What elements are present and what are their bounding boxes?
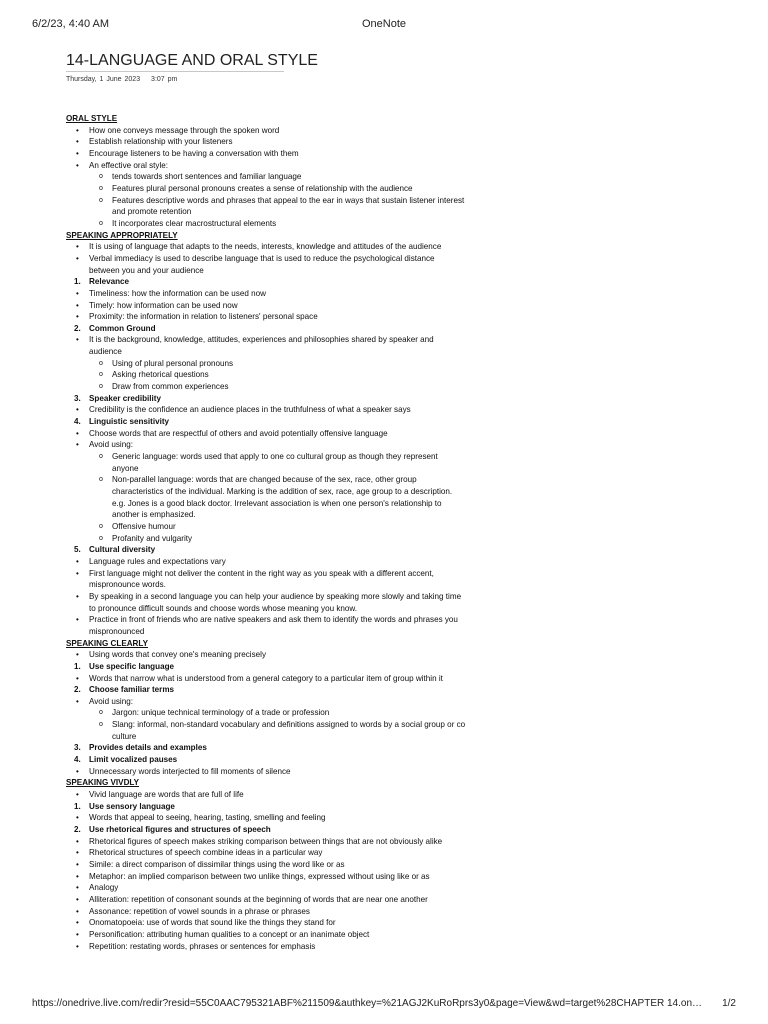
line-text: Features descriptive words and phrases that appeal to the ear in ways that sustain listener interest and promote retention	[112, 195, 465, 217]
line-text: It incorporates clear macrostructural elements	[112, 218, 277, 228]
sub-bullet-item	[66, 195, 466, 218]
line-text: Provides details and examples	[89, 743, 207, 753]
line-text: Words that appeal to seeing, hearing, tasting, smelling and feeling	[89, 813, 326, 823]
section-heading	[66, 777, 466, 789]
line-text: SPEAKING CLEARLY	[66, 638, 149, 648]
print-datetime: 6/2/23, 4:40 AM	[32, 18, 110, 30]
bullet-item	[66, 311, 466, 323]
line-text: Onomatopoeia: use of words that sound like the things they stand for	[89, 918, 336, 928]
numbered-heading	[66, 661, 466, 673]
line-text: Slang: informal, non-standard vocabulary and definitions assigned to words by a social group or co culture	[112, 720, 466, 741]
page-date: Thursday, 1 June 2023	[66, 76, 141, 83]
section-heading	[66, 113, 466, 125]
sub-bullet-item	[66, 358, 466, 370]
numbered-heading	[66, 323, 466, 335]
section-heading	[66, 638, 466, 650]
line-text: Using of plural personal pronouns	[112, 358, 234, 368]
numbered-heading	[66, 393, 466, 405]
bullet-item	[66, 696, 466, 708]
sub-bullet-item	[66, 719, 466, 742]
numbered-heading	[66, 544, 466, 556]
bullet-item	[66, 568, 466, 591]
sub-bullet-item	[66, 218, 466, 230]
line-text: An effective oral style:	[89, 160, 169, 170]
item-number: 4.	[74, 417, 81, 427]
print-app-name: OneNote	[361, 18, 407, 30]
print-header	[32, 18, 736, 32]
bullet-item	[66, 300, 466, 312]
line-text: It is the background, knowledge, attitudes, experiences and philosophies shared by speaker and audience	[89, 335, 434, 357]
bullet-item	[66, 906, 466, 918]
line-text: Simile: a direct comparison of dissimilar things using the word like or as	[89, 860, 345, 869]
line-text: Offensive humour	[112, 521, 176, 531]
line-text: Use sensory language	[89, 801, 175, 811]
line-text: Use specific language	[89, 661, 175, 671]
line-text: Avoid using:	[89, 696, 133, 706]
bullet-item	[66, 673, 466, 685]
sub-bullet-item	[66, 369, 466, 381]
print-url[interactable]: https://onedrive.live.com/redir?resid=55C0AAC795321ABF%211509&authkey=%21AGJ2KuRoRprs3y0&page=View&wd=target%28CHAPTER 14.on…	[32, 998, 703, 1009]
numbered-heading	[66, 684, 466, 696]
line-text: Generic language: words used that apply to one co cultural group as though they represent anyone	[112, 452, 438, 473]
sub-bullet-item	[66, 707, 466, 719]
line-text: Timely: how information can be used now	[89, 300, 238, 310]
bullet-item	[66, 812, 466, 824]
sub-bullet-item	[66, 521, 466, 533]
item-number: 1.	[74, 661, 81, 671]
line-text: SPEAKING VIVDLY	[66, 778, 140, 788]
item-number: 3.	[74, 393, 81, 403]
bullet-item	[66, 917, 466, 929]
line-text: Linguistic sensitivity	[89, 417, 170, 427]
line-text: Alliteration: repetition of consonant sounds at the beginning of words that are near one another	[89, 894, 428, 904]
numbered-heading	[66, 824, 466, 836]
bullet-item	[66, 941, 466, 953]
line-text: Non-parallel language: words that are changed because of the sex, race, other group characteristics of the individual. Marking is the addition of sex, race, age group to a description. e.g. Jones is a good black doctor. Irrelevant association is when one person's relationship to another is emphasized.	[112, 475, 453, 520]
line-text: Draw from common experiences	[112, 382, 229, 392]
line-text: Limit vocalized pauses	[89, 755, 178, 765]
item-number: 1.	[74, 277, 81, 287]
bullet-item	[66, 125, 466, 137]
bullet-item	[66, 614, 466, 637]
line-text: SPEAKING APPROPRIATELY	[66, 230, 178, 240]
bullet-item	[66, 859, 466, 871]
line-text: tends towards short sentences and familiar language	[112, 172, 302, 182]
section-heading	[66, 230, 466, 242]
bullet-item	[66, 404, 466, 416]
numbered-heading	[66, 801, 466, 813]
print-footer	[32, 998, 736, 1012]
bullet-item	[66, 253, 466, 276]
bullet-item	[66, 847, 466, 859]
numbered-heading	[66, 416, 466, 428]
line-text: Relevance	[89, 277, 130, 287]
bullet-item	[66, 288, 466, 300]
line-text: Cultural diversity	[89, 545, 156, 555]
print-page-number: 1/2	[722, 998, 736, 1009]
line-text: Language rules and expectations vary	[89, 556, 226, 566]
sub-bullet-item	[66, 451, 466, 474]
line-text: ORAL STYLE	[66, 114, 118, 123]
line-text: Jargon: unique technical terminology of a trade or profession	[112, 708, 330, 718]
numbered-heading	[66, 754, 466, 766]
numbered-heading	[66, 742, 466, 754]
line-text: Profanity and vulgarity	[112, 533, 193, 543]
bullet-item	[66, 591, 466, 614]
line-text: Metaphor: an implied comparison between two unlike things, expressed without using like or as	[89, 871, 430, 881]
note-content	[66, 113, 466, 952]
line-text: Credibility is the confidence an audience places in the truthfulness of what a speaker says	[89, 405, 411, 415]
line-text: First language might not deliver the content in the right way as you speak with a different accent, mispronounce words.	[89, 568, 434, 590]
line-text: Speaker credibility	[89, 393, 161, 403]
line-text: Use rhetorical figures and structures of speech	[89, 825, 271, 835]
bullet-item	[66, 836, 466, 848]
line-text: Analogy	[89, 883, 119, 893]
line-text: Encourage listeners to be having a conversation with them	[89, 148, 299, 158]
page-time: 3:07 pm	[151, 76, 178, 83]
sub-bullet-item	[66, 474, 466, 521]
line-text: Asking rhetorical questions	[112, 370, 209, 380]
bullet-item	[66, 439, 466, 451]
bullet-item	[66, 789, 466, 801]
line-text: Proximity: the information in relation to listeners' personal space	[89, 312, 318, 322]
bullet-item	[66, 428, 466, 440]
line-text: Avoid using:	[89, 440, 133, 450]
bullet-item	[66, 160, 466, 172]
line-text: Repetition: restating words, phrases or sentences for emphasis	[89, 941, 316, 951]
bullet-item	[66, 556, 466, 568]
page-title: 14-LANGUAGE AND ORAL STYLE	[66, 52, 284, 72]
line-text: Choose words that are respectful of others and avoid potentially offensive language	[89, 428, 388, 438]
bullet-item	[66, 334, 466, 357]
item-number: 2.	[74, 825, 81, 835]
line-text: How one conveys message through the spoken word	[89, 125, 280, 135]
line-text: Verbal immediacy is used to describe language that is used to reduce the psychological distance between you and your audience	[89, 253, 435, 275]
bullet-item	[66, 929, 466, 941]
line-text: Features plural personal pronouns creates a sense of relationship with the audience	[112, 183, 413, 193]
bullet-item	[66, 136, 466, 148]
bullet-item	[66, 649, 466, 661]
line-text: Vivid language are words that are full of life	[89, 790, 244, 800]
line-text: It is using of language that adapts to the needs, interests, knowledge and attitudes of the audience	[89, 242, 442, 252]
line-text: Assonance: repetition of vowel sounds in a phrase or phrases	[89, 906, 310, 916]
bullet-item	[66, 894, 466, 906]
line-text: By speaking in a second language you can help your audience by speaking more slowly and taking time to pronounce difficult sounds and choose words whose meaning you know.	[89, 591, 462, 613]
line-text: Practice in front of friends who are native speakers and ask them to identify the words and phrases you mispronounced	[89, 615, 458, 636]
line-text: Using words that convey one's meaning precisely	[89, 650, 266, 660]
line-text: Choose familiar terms	[89, 685, 175, 695]
line-text: Unnecessary words interjected to fill moments of silence	[89, 766, 291, 776]
sub-bullet-item	[66, 533, 466, 545]
line-text: Establish relationship with your listeners	[89, 137, 233, 147]
sub-bullet-item	[66, 381, 466, 393]
line-text: Rhetorical figures of speech makes striking comparison between things that are not obviously alike	[89, 836, 443, 846]
numbered-heading	[66, 276, 466, 288]
bullet-item	[66, 882, 466, 894]
bullet-item	[66, 871, 466, 883]
item-number: 1.	[74, 801, 81, 811]
bullet-item	[66, 766, 466, 778]
line-text: Timeliness: how the information can be used now	[89, 288, 266, 298]
item-number: 2.	[74, 323, 81, 333]
line-text: Common Ground	[89, 323, 156, 333]
item-number: 5.	[74, 545, 81, 555]
item-number: 2.	[74, 685, 81, 695]
bullet-item	[66, 148, 466, 160]
line-text: Personification: attributing human qualities to a concept or an inanimate object	[89, 929, 370, 939]
sub-bullet-item	[66, 171, 466, 183]
line-text: Rhetorical structures of speech combine ideas in a particular way	[89, 848, 323, 858]
line-text: Words that narrow what is understood from a general category to a particular item of group within it	[89, 673, 443, 683]
item-number: 4.	[74, 755, 81, 765]
bullet-item	[66, 241, 466, 253]
sub-bullet-item	[66, 183, 466, 195]
item-number: 3.	[74, 743, 81, 753]
page-meta	[66, 76, 177, 83]
